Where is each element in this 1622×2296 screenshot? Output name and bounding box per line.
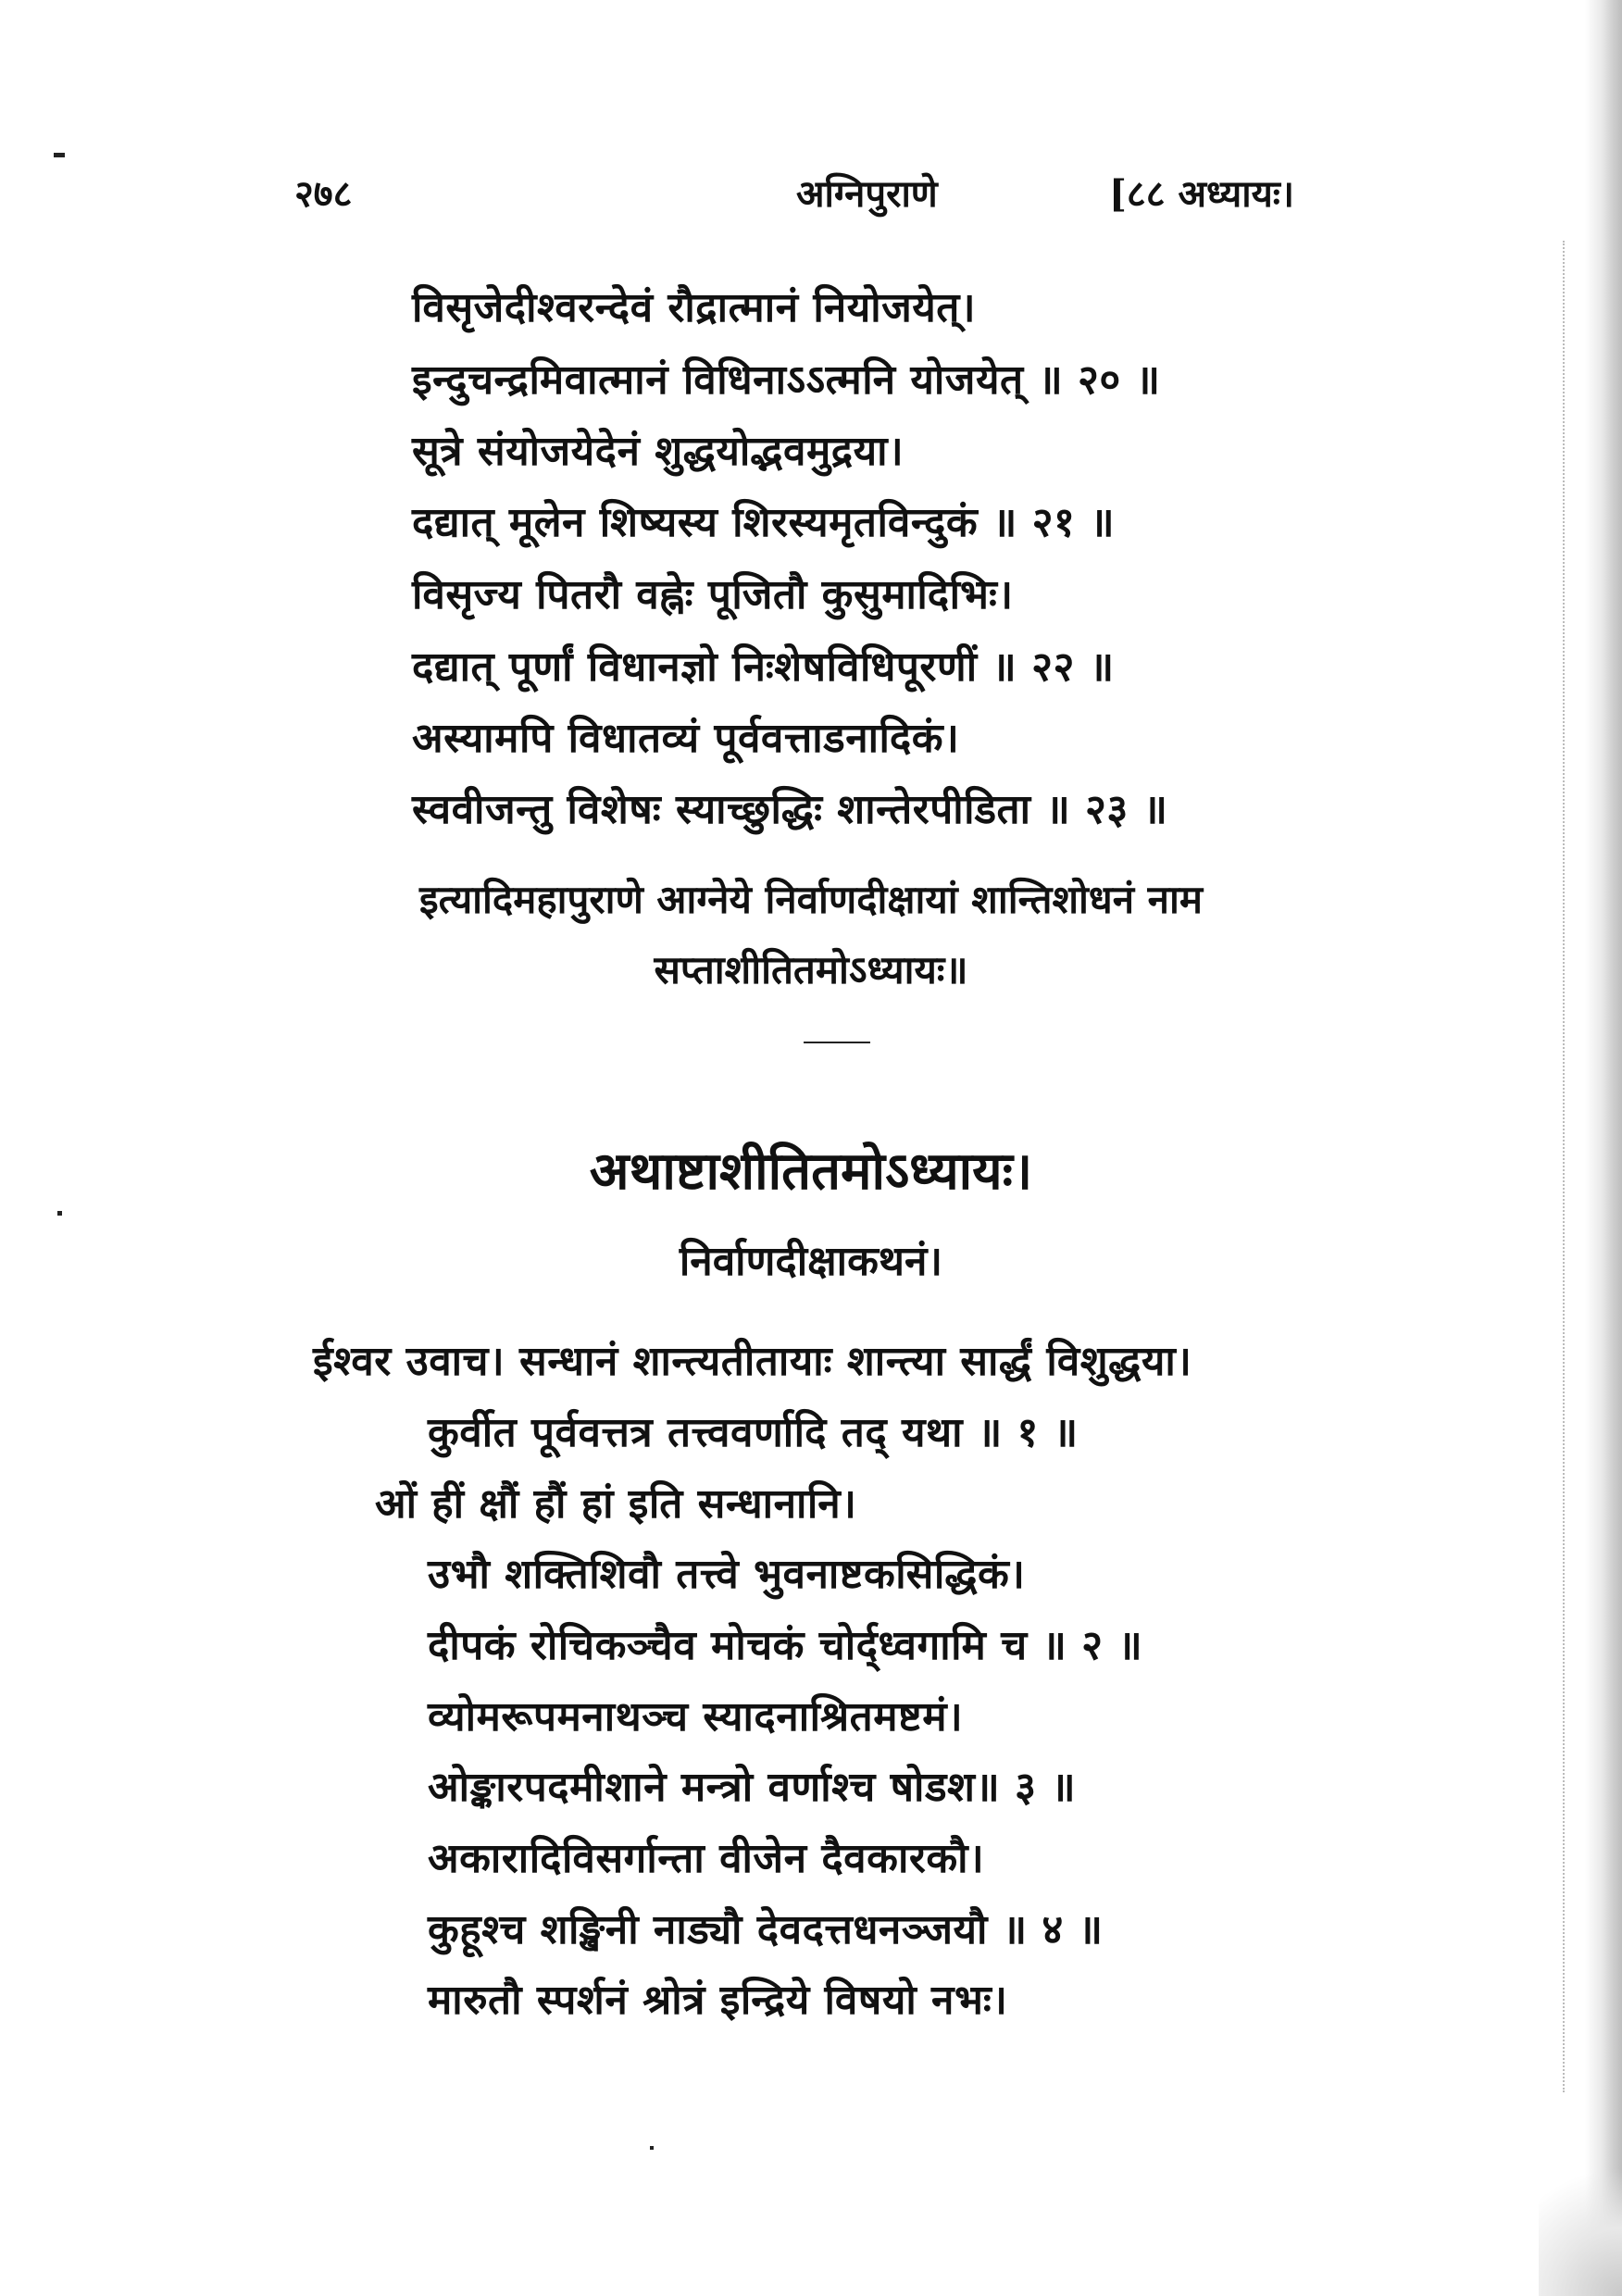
verse-line: अस्यामपि विधातव्यं पूर्ववत्ताडनादिकं। xyxy=(412,715,960,762)
verse-line: उभौ शक्तिशिवौ तत्त्वे भुवनाष्टकसिद्धिकं। xyxy=(428,1551,1026,1598)
verse-line: विसृजेदीश्वरन्देवं रौद्रात्मानं नियोजयेत्। xyxy=(412,284,977,331)
ink-speck xyxy=(57,1211,62,1216)
running-title: अग्निपुराणे xyxy=(796,172,938,216)
chapter-heading: अथाष्टाशीतितमोऽध्यायः। xyxy=(589,1141,1033,1202)
verse-line: कुहूश्च शङ्खिनी नाड्यौ देवदत्तधनञ्जयौ ॥ ४ ॥ xyxy=(428,1906,1104,1953)
verse-line: व्योमरूपमनाथञ्च स्यादनाश्रितमष्टमं। xyxy=(428,1693,964,1741)
colophon-line: सप्ताशीतितमोऽध्यायः॥ xyxy=(654,947,968,992)
verse-line: ईश्वर उवाच। सन्धानं शान्त्यतीतायाः शान्त्या सार्द्धं विशुद्धया। xyxy=(313,1338,1192,1385)
verse-line: सूत्रे संयोजयेदेनं शुद्धयोद्भवमुद्रया। xyxy=(412,428,905,475)
ink-speck xyxy=(54,153,65,157)
verse-line: दद्यात् मूलेन शिष्यस्य शिरस्यमृतविन्दुकं ॥ २१ ॥ xyxy=(412,499,1116,546)
verse-line: विसृज्य पितरौ वह्नेः पूजितौ कुसुमादिभिः। xyxy=(412,571,1014,618)
verse-line: दद्यात् पूर्णां विधानज्ञो निःशेषविधिपूरणीं ॥ २२ ॥ xyxy=(412,643,1115,691)
ink-speck xyxy=(650,2146,654,2150)
colophon-line: इत्यादिमहापुराणे आग्नेये निर्वाणदीक्षायां शान्तिशोधनं नाम xyxy=(419,877,1203,922)
chapter-reference: [८८ अध्यायः। xyxy=(1109,172,1295,216)
page-corner-shadow xyxy=(1539,2148,1622,2296)
section-divider xyxy=(804,1042,870,1043)
verse-line: मारुतौ स्पर्शनं श्रोत्रं इन्द्रिये विषयो नभः। xyxy=(428,1977,1008,2024)
verse-line: इन्दुचन्द्रमिवात्मानं विधिनाऽऽत्मनि योजयेत् ॥ २० ॥ xyxy=(412,356,1161,404)
page-number: २७८ xyxy=(294,172,353,216)
verse-line: दीपकं रोचिकञ्चैव मोचकं चोर्द्ध्वगामि च ॥ २ ॥ xyxy=(428,1622,1143,1669)
chapter-subheading: निर्वाणदीक्षाकथनं। xyxy=(679,1238,943,1285)
verse-line: कुर्वीत पूर्ववत्तत्र तत्त्ववर्णादि तद् यथा ॥ १ ॥ xyxy=(428,1409,1079,1456)
page-header xyxy=(0,167,1622,222)
verse-line: स्ववीजन्तु विशेषः स्याच्छुद्धिः शान्तेरपीडिता ॥ २३ ॥ xyxy=(412,786,1168,833)
verse-line: ओं हीं क्षौं हौं हां इति सन्धानानि। xyxy=(375,1480,857,1528)
verse-line: ओङ्कारपदमीशाने मन्त्रो वर्णाश्च षोडश॥ ३ ॥ xyxy=(428,1764,1077,1811)
verse-line: अकारादिविसर्गान्ता वीजेन दैवकारकौ। xyxy=(428,1835,985,1882)
